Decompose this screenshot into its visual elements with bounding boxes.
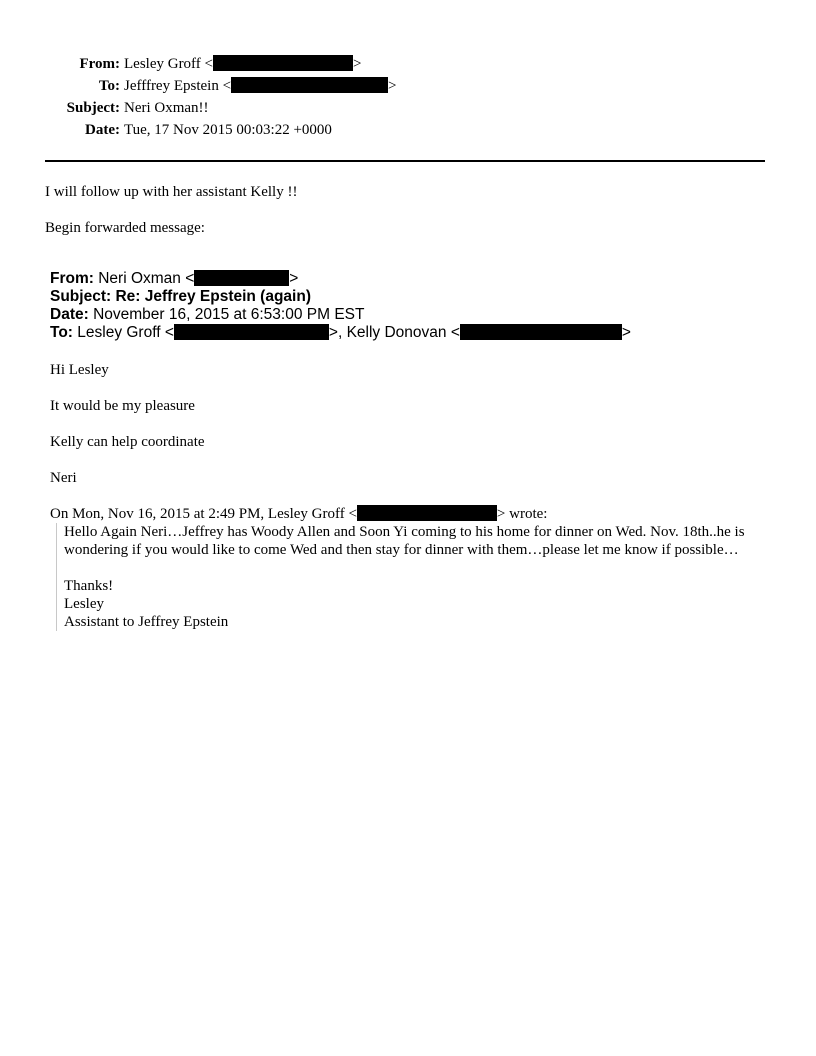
from-name: Lesley Groff <	[124, 56, 213, 72]
quoted-message	[56, 523, 754, 631]
subject-value: Neri Oxman!!	[124, 100, 209, 116]
fwd-from-close: >	[289, 270, 299, 287]
reply-greeting: Hi Lesley	[50, 362, 109, 378]
redaction-block	[213, 55, 353, 71]
fwd-from-name: Neri Oxman <	[98, 270, 195, 287]
fwd-date-label: Date:	[50, 306, 89, 323]
quoted-name: Lesley	[64, 596, 104, 612]
to-close: >	[388, 78, 397, 94]
from-close: >	[353, 56, 362, 72]
fwd-to-row	[50, 324, 631, 342]
forwarded-header	[50, 270, 631, 342]
header-divider	[45, 160, 765, 162]
fwd-date-value: November 16, 2015 at 6:53:00 PM EST	[93, 306, 365, 323]
fwd-to-mid: >, Kelly Donovan <	[328, 324, 460, 341]
fwd-to-close: >	[621, 324, 631, 341]
reply-line-1: It would be my pleasure	[50, 398, 195, 414]
subject-label: Subject:	[66, 100, 120, 116]
from-value	[124, 56, 361, 72]
fwd-date-row	[50, 306, 631, 324]
quoted-title: Assistant to Jeffrey Epstein	[64, 614, 229, 630]
from-label: From:	[79, 56, 120, 72]
fwd-subject-value: Re: Jeffrey Epstein (again)	[115, 288, 311, 305]
fwd-to-name-1: Lesley Groff <	[77, 324, 174, 341]
reply-line-2: Kelly can help coordinate	[50, 434, 205, 450]
redaction-block	[174, 324, 329, 340]
body-line-1: I will follow up with her assistant Kelly !!	[45, 184, 298, 200]
to-label: To:	[98, 78, 120, 94]
attribution-end: > wrote:	[496, 506, 548, 522]
to-value	[124, 78, 397, 94]
quoted-thanks: Thanks!	[64, 578, 114, 594]
fwd-from-row	[50, 270, 631, 288]
attribution-start: On Mon, Nov 16, 2015 at 2:49 PM, Lesley Groff <	[50, 506, 357, 522]
fwd-to-label: To:	[50, 324, 73, 341]
header-from-row	[40, 53, 397, 75]
redaction-block	[357, 505, 497, 521]
spacer	[64, 559, 754, 577]
redaction-block	[231, 77, 388, 93]
redaction-block	[460, 324, 622, 340]
redaction-block	[194, 270, 289, 286]
fwd-subject-label: Subject:	[50, 288, 112, 305]
header-date-row	[40, 119, 397, 141]
to-name: Jefffrey Epstein <	[124, 78, 232, 94]
quote-attribution	[50, 505, 547, 523]
fwd-subject-row	[50, 288, 631, 306]
header-to-row	[40, 75, 397, 97]
date-value: Tue, 17 Nov 2015 00:03:22 +0000	[124, 122, 332, 138]
body-line-2: Begin forwarded message:	[45, 220, 205, 236]
header-subject-row	[40, 97, 397, 119]
email-header	[40, 53, 397, 141]
reply-signoff: Neri	[50, 470, 77, 486]
quoted-text: Hello Again Neri…Jeffrey has Woody Allen and Soon Yi coming to his home for dinner on Wed. Nov. 18th..he is wondering if you would like to come Wed and then stay for dinner with them…please let me know if possible…	[64, 524, 745, 558]
date-label: Date:	[85, 122, 120, 138]
fwd-from-label: From:	[50, 270, 94, 287]
